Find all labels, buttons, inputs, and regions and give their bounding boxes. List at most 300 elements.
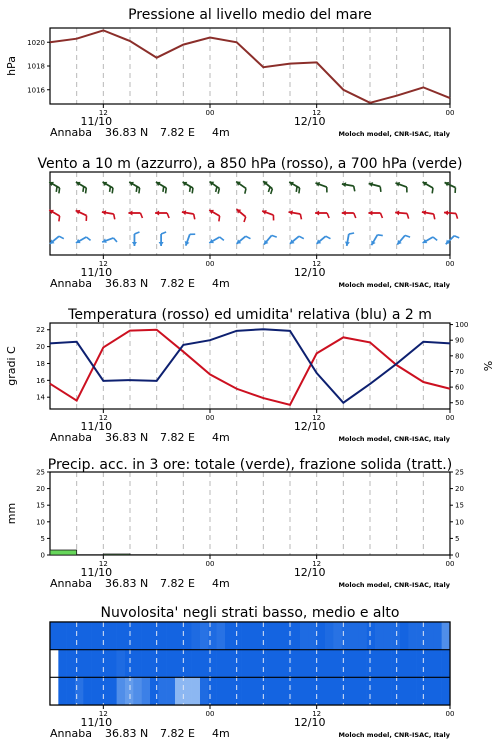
wind-barb: [209, 237, 224, 243]
y-tick-label: 1020: [27, 39, 45, 47]
cloud-cell: [50, 622, 59, 650]
barb-head: [395, 210, 399, 215]
barb-feather: [246, 236, 251, 239]
barb-feather: [405, 235, 410, 237]
cloud-cell: [100, 677, 109, 705]
cloud-cell: [183, 677, 192, 705]
wind-barb: [156, 182, 166, 193]
cloud-cell: [150, 650, 159, 678]
cloud-cell: [58, 677, 67, 705]
x-tick-label: 00: [206, 560, 215, 568]
cloud-cell: [108, 622, 117, 650]
cloud-cell: [375, 622, 384, 650]
y-tick-label-right: 80: [455, 352, 464, 360]
y-tick-label-right: 10: [455, 518, 464, 526]
humidity-line: [50, 329, 450, 402]
barb-feather: [296, 187, 297, 192]
plot-frame: [50, 472, 450, 555]
cloud-cell: [333, 677, 342, 705]
cloud-cell: [375, 650, 384, 678]
cloud-cell: [400, 622, 409, 650]
cloud-cell: [400, 677, 409, 705]
panel-1: [5, 7, 454, 139]
date-label: 12/10: [294, 420, 326, 433]
panel-5: [50, 605, 454, 740]
cloud-cell: [433, 622, 442, 650]
wind-barb: [103, 182, 113, 193]
cloud-cell: [425, 622, 434, 650]
station-lat: 36.83 N: [105, 431, 148, 444]
y-axis-label: gradi C: [5, 346, 18, 386]
barb-feather: [86, 237, 90, 240]
wind-barb: [185, 234, 195, 245]
station-lon: 7.82 E: [160, 727, 195, 740]
plot-frame: [50, 28, 450, 104]
cloud-cell: [167, 650, 176, 678]
cloud-cell: [358, 650, 367, 678]
x-tick-label: 12: [99, 414, 108, 422]
panel-title: Precip. acc. in 3 ore: totale (verde), frazione solida (tratt.): [48, 457, 452, 473]
cloud-cell: [308, 622, 317, 650]
cloud-cell: [217, 677, 226, 705]
wind-barb: [345, 233, 354, 246]
cloud-cell: [342, 677, 351, 705]
cloud-cell: [108, 650, 117, 678]
barb-feather: [167, 213, 169, 218]
cloud-cell: [300, 677, 309, 705]
wind-barb: [315, 182, 326, 192]
wind-barb: [397, 235, 410, 244]
cloud-cell: [267, 650, 276, 678]
x-tick-label: 12: [312, 414, 321, 422]
y-tick-label-right: 15: [455, 502, 464, 510]
barb-feather: [268, 187, 270, 192]
cloud-cell: [158, 677, 167, 705]
x-tick-label: 00: [446, 560, 455, 568]
x-tick-label: 12: [312, 109, 321, 117]
barb-feather: [59, 236, 64, 239]
barb-feather: [83, 187, 84, 192]
x-tick-label: 12: [312, 710, 321, 718]
y-tick-label: 15: [36, 502, 45, 510]
date-label: 12/10: [294, 115, 326, 128]
barb-feather: [433, 237, 437, 240]
cloud-cell: [225, 650, 234, 678]
cloud-cell: [250, 650, 259, 678]
barb-feather: [380, 187, 381, 192]
cloud-cell: [50, 650, 59, 678]
barb-feather: [59, 188, 60, 193]
barb-feather: [194, 214, 195, 219]
x-tick-label: 12: [99, 710, 108, 718]
wind-barb: [446, 236, 459, 244]
cloud-cell: [217, 622, 226, 650]
x-tick-label: 12: [312, 560, 321, 568]
y-tick-label: 22: [36, 326, 45, 334]
pressure-line: [50, 30, 450, 102]
cloud-cell: [350, 622, 359, 650]
wind-barb: [49, 210, 59, 221]
station-lat: 36.83 N: [105, 277, 148, 290]
wind-barb: [395, 182, 406, 192]
cloud-cell: [125, 650, 134, 678]
cloud-cell: [442, 622, 451, 650]
x-tick-label: 00: [206, 109, 215, 117]
cloud-cell: [225, 677, 234, 705]
cloud-cell: [58, 650, 67, 678]
barb-feather: [407, 214, 409, 219]
wind-barb: [129, 182, 139, 193]
y-axis-label-right: %: [482, 361, 495, 371]
cloud-cell: [233, 677, 242, 705]
cloud-cell: [133, 622, 142, 650]
cloud-cell: [92, 677, 101, 705]
y-tick-label: 18: [36, 360, 45, 368]
x-tick-label: 00: [446, 260, 455, 268]
panel-2: [37, 156, 462, 290]
wind-barb: [183, 182, 193, 193]
cloud-cell: [383, 622, 392, 650]
barb-feather: [299, 188, 300, 193]
barb-feather: [112, 188, 113, 193]
station-elev: 4m: [212, 577, 230, 590]
barb-feather: [218, 188, 219, 193]
cloud-cell: [183, 622, 192, 650]
cloud-cell: [433, 650, 442, 678]
y-tick-label-right: 60: [455, 384, 464, 392]
barb-head: [444, 210, 448, 215]
cloud-cell: [283, 622, 292, 650]
cloud-cell: [400, 650, 409, 678]
barb-feather: [354, 213, 356, 218]
barb-feather: [354, 186, 355, 191]
station-lon: 7.82 E: [160, 431, 195, 444]
cloud-cell: [150, 622, 159, 650]
barb-feather: [299, 236, 304, 239]
x-tick-label: 00: [206, 260, 215, 268]
barb-feather: [219, 216, 220, 221]
cloud-cell: [67, 622, 76, 650]
date-label: 11/10: [80, 115, 112, 128]
cloud-cell: [333, 650, 342, 678]
cloud-cell: [308, 677, 317, 705]
cloud-cell: [425, 650, 434, 678]
cloud-cell: [367, 677, 376, 705]
barb-feather: [272, 235, 277, 237]
cloud-cell: [308, 650, 317, 678]
cloud-cell: [358, 677, 367, 705]
barb-feather: [326, 236, 331, 239]
cloud-cell: [83, 622, 92, 650]
panel-4: [5, 457, 464, 590]
cloud-cell: [67, 677, 76, 705]
cloud-cell: [425, 677, 434, 705]
cloud-cell: [100, 650, 109, 678]
wind-barb: [236, 182, 246, 194]
cloud-cell: [442, 650, 451, 678]
cloud-cell: [133, 677, 142, 705]
barb-feather: [349, 233, 354, 234]
barb-feather: [244, 217, 246, 222]
barb-feather: [220, 237, 224, 240]
wind-barb: [132, 232, 140, 246]
cloud-cell: [125, 677, 134, 705]
y-tick-label: 20: [36, 343, 45, 351]
y-tick-label-right: 50: [455, 399, 464, 407]
cloud-cell: [225, 622, 234, 650]
cloud-cell: [383, 677, 392, 705]
barb-feather: [59, 216, 60, 221]
barb-feather: [432, 188, 433, 193]
barb-feather: [139, 188, 140, 193]
date-label: 11/10: [80, 716, 112, 729]
date-label: 12/10: [294, 566, 326, 579]
wind-barb: [76, 210, 87, 221]
barb-feather: [380, 213, 382, 218]
cloud-cell: [192, 677, 201, 705]
cloud-cell: [242, 622, 251, 650]
cloud-cell: [267, 677, 276, 705]
barb-head: [132, 242, 137, 246]
model-credit: Moloch model, CNR-ISAC, Italy: [338, 435, 450, 443]
station-name: Annaba: [50, 577, 92, 590]
y-tick-label: 10: [36, 518, 45, 526]
barb-feather: [271, 189, 273, 194]
y-tick-label: 14: [36, 394, 45, 402]
x-tick-label: 00: [446, 109, 455, 117]
x-tick-label: 00: [206, 414, 215, 422]
wind-barb: [50, 236, 64, 244]
cloud-cell: [117, 677, 126, 705]
cloud-cell: [317, 622, 326, 650]
cloud-cell: [417, 650, 426, 678]
cloud-cell: [433, 677, 442, 705]
station-lat: 36.83 N: [105, 126, 148, 139]
wind-barb: [444, 210, 458, 218]
panel-title: Temperatura (rosso) ed umidita' relativa (blu) a 2 m: [67, 307, 432, 323]
cloud-cell: [142, 622, 151, 650]
barb-feather: [166, 188, 167, 193]
date-label: 12/10: [294, 266, 326, 279]
barb-feather: [192, 188, 193, 193]
cloud-cell: [392, 622, 401, 650]
barb-head: [159, 242, 164, 246]
x-tick-label: 12: [99, 260, 108, 268]
cloud-cell: [292, 650, 301, 678]
barb-feather: [327, 213, 329, 218]
barb-feather: [110, 187, 111, 192]
y-tick-label-right: 20: [455, 485, 464, 493]
cloud-cell: [300, 650, 309, 678]
barb-feather: [454, 236, 459, 238]
wind-barb: [342, 182, 355, 191]
wind-barb: [49, 182, 59, 193]
cloud-cell: [375, 677, 384, 705]
x-tick-label: 00: [446, 710, 455, 718]
barb-feather: [163, 187, 164, 192]
date-label: 11/10: [80, 420, 112, 433]
barb-feather: [216, 187, 217, 192]
wind-barb: [237, 209, 246, 222]
model-credit: Moloch model, CNR-ISAC, Italy: [338, 581, 450, 589]
wind-barb: [368, 211, 382, 219]
cloud-cell: [233, 650, 242, 678]
cloud-cell: [242, 677, 251, 705]
cloud-cell: [367, 650, 376, 678]
wind-barb: [371, 235, 382, 245]
y-tick-label: 20: [36, 485, 45, 493]
cloud-cell: [383, 650, 392, 678]
cloud-cell: [350, 650, 359, 678]
station-elev: 4m: [212, 277, 230, 290]
y-tick-label-right: 100: [455, 321, 468, 329]
station-elev: 4m: [212, 126, 230, 139]
cloud-cell: [183, 650, 192, 678]
y-tick-label: 5: [41, 535, 45, 543]
barb-feather: [190, 187, 191, 192]
cloud-cell: [117, 650, 126, 678]
y-tick-label-right: 25: [455, 469, 464, 477]
barb-feather: [136, 187, 137, 192]
barb-feather: [134, 232, 139, 234]
cloud-cell: [250, 677, 259, 705]
cloud-cell: [100, 622, 109, 650]
y-tick-label: 16: [36, 377, 45, 385]
cloud-cell: [158, 650, 167, 678]
y-tick-label: 1016: [27, 86, 45, 94]
barb-feather: [56, 187, 57, 192]
station-lat: 36.83 N: [105, 577, 148, 590]
panel-title: Pressione al livello medio del mare: [128, 7, 372, 23]
cloud-cell: [117, 622, 126, 650]
wind-barb: [423, 182, 433, 193]
cloud-cell: [92, 650, 101, 678]
barb-feather: [434, 214, 435, 219]
cloud-cell: [200, 677, 209, 705]
y-tick-label: 1018: [27, 63, 45, 71]
station-name: Annaba: [50, 277, 92, 290]
cloud-cell: [408, 677, 417, 705]
wind-barb: [263, 181, 272, 194]
barb-feather: [377, 235, 382, 236]
barb-feather: [300, 214, 301, 219]
cloud-cell: [325, 622, 334, 650]
cloud-cell: [317, 650, 326, 678]
cloud-cell: [175, 677, 184, 705]
wind-barb: [210, 182, 220, 194]
cloud-cell: [58, 622, 67, 650]
cloud-cell: [350, 677, 359, 705]
cloud-cell: [258, 650, 267, 678]
wind-barb: [262, 210, 273, 220]
cloud-cell: [142, 650, 151, 678]
cloud-cell: [408, 622, 417, 650]
barb-feather: [114, 214, 115, 219]
station-name: Annaba: [50, 126, 92, 139]
cloud-cell: [92, 622, 101, 650]
x-tick-label: 12: [99, 109, 108, 117]
cloud-cell: [283, 650, 292, 678]
cloud-cell: [192, 650, 201, 678]
barb-feather: [140, 213, 142, 218]
cloud-cell: [292, 677, 301, 705]
precip-bar: [103, 554, 130, 555]
cloud-cell: [275, 677, 284, 705]
cloud-cell: [408, 650, 417, 678]
y-tick-label: 0: [41, 552, 45, 560]
cloud-cell: [292, 622, 301, 650]
wind-barb: [264, 235, 277, 244]
cloud-cell: [325, 650, 334, 678]
station-name: Annaba: [50, 431, 92, 444]
wind-barb: [159, 232, 167, 246]
cloud-cell: [283, 677, 292, 705]
cloud-cell: [267, 622, 276, 650]
cloud-cell: [75, 677, 84, 705]
cloud-cell: [167, 677, 176, 705]
wind-barb: [155, 211, 169, 219]
y-axis-label: hPa: [5, 56, 18, 76]
cloud-cell: [158, 622, 167, 650]
cloud-cell: [175, 650, 184, 678]
barb-feather: [113, 238, 117, 242]
wind-barb: [290, 236, 304, 244]
cloud-cell: [358, 622, 367, 650]
station-lon: 7.82 E: [160, 277, 195, 290]
date-label: 11/10: [80, 266, 112, 279]
plot-frame: [50, 323, 450, 409]
date-label: 11/10: [80, 566, 112, 579]
station-lat: 36.83 N: [105, 727, 148, 740]
x-tick-label: 00: [446, 414, 455, 422]
wind-barb: [102, 238, 117, 243]
cloud-cell: [233, 622, 242, 650]
cloud-cell: [142, 677, 151, 705]
wind-barb: [289, 182, 299, 193]
station-name: Annaba: [50, 727, 92, 740]
cloud-cell: [417, 622, 426, 650]
cloud-cell: [325, 677, 334, 705]
wind-barb: [317, 236, 331, 244]
station-lon: 7.82 E: [160, 126, 195, 139]
temperature-line: [50, 330, 450, 405]
cloud-cell: [217, 650, 226, 678]
cloud-cell: [192, 622, 201, 650]
station-elev: 4m: [212, 431, 230, 444]
x-tick-label: 00: [206, 710, 215, 718]
model-credit: Moloch model, CNR-ISAC, Italy: [338, 281, 450, 289]
wind-barb: [423, 237, 438, 243]
cloud-cell: [317, 677, 326, 705]
cloud-cell: [125, 622, 134, 650]
wind-barb: [342, 211, 356, 219]
cloud-cell: [200, 650, 209, 678]
precip-bar: [50, 550, 77, 555]
wind-barb: [128, 211, 142, 219]
cloud-cell: [83, 677, 92, 705]
cloud-cell: [108, 677, 117, 705]
x-tick-label: 12: [99, 560, 108, 568]
wind-barb: [315, 211, 329, 219]
cloud-cell: [250, 622, 259, 650]
date-label: 12/10: [294, 716, 326, 729]
cloud-cell: [67, 650, 76, 678]
cloud-cell: [333, 622, 342, 650]
panel-title: Nuvolosita' negli strati basso, medio e alto: [101, 605, 400, 621]
y-tick-label-right: 0: [455, 552, 459, 560]
cloud-cell: [275, 650, 284, 678]
wind-barb: [76, 182, 86, 193]
